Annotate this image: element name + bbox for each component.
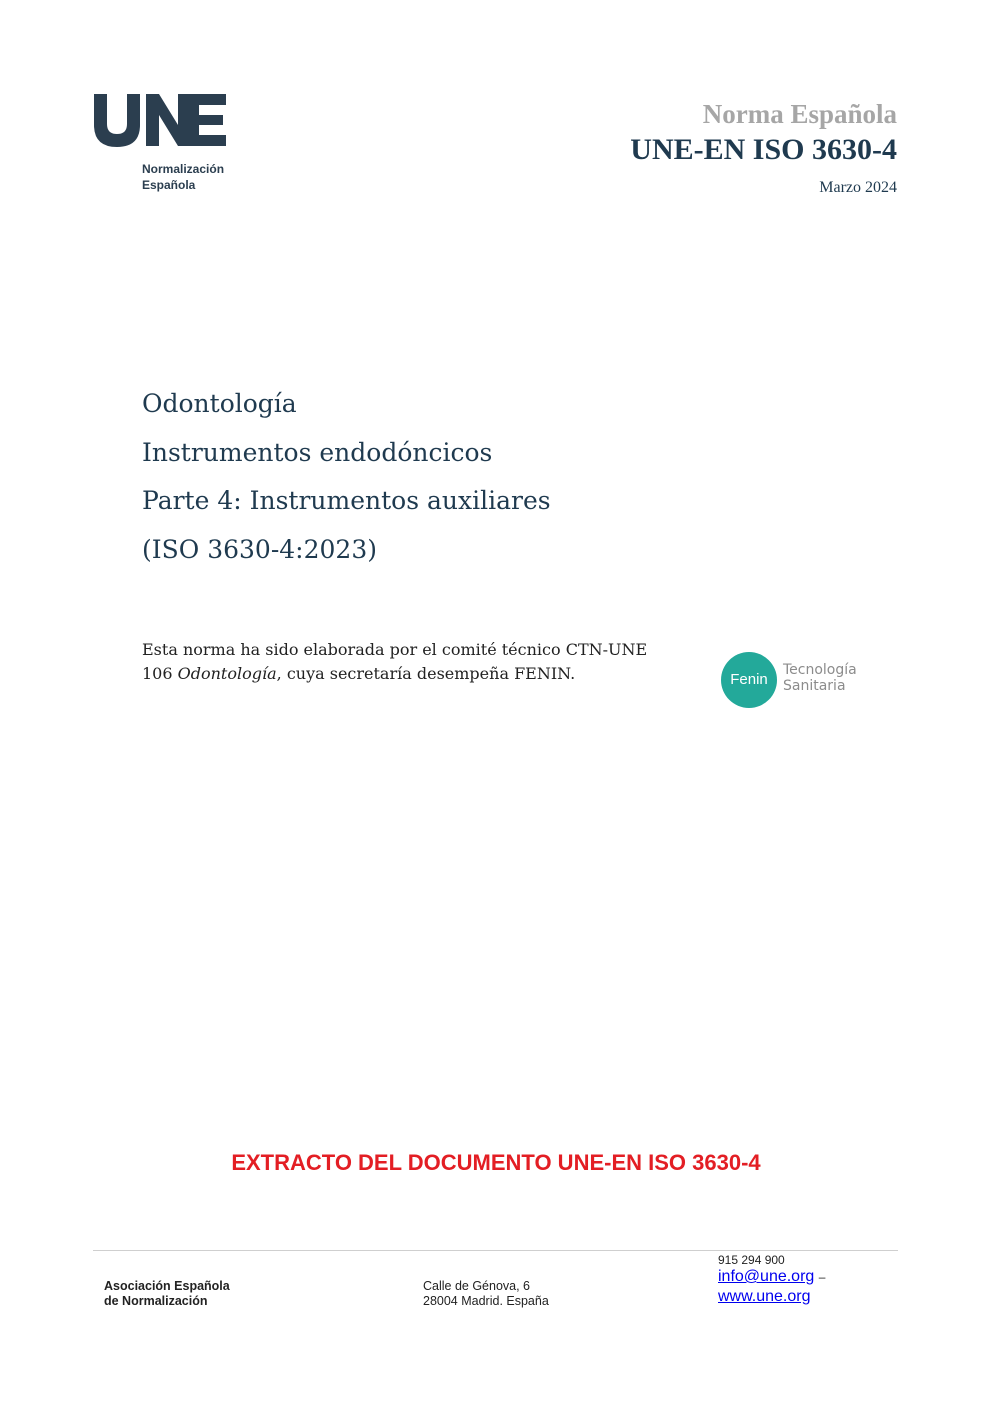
footer-contact — [718, 1253, 825, 1307]
logo-subtitle-line1: Normalización — [142, 162, 225, 176]
email-row — [718, 1267, 825, 1287]
norma-code: UNE-EN ISO 3630-4 — [630, 133, 897, 166]
fenin-circle-icon: Fenin — [721, 652, 777, 708]
fenin-tagline-line1: Tecnología — [783, 662, 857, 678]
footer-organization — [104, 1279, 230, 1309]
committee-statement — [142, 638, 662, 686]
une-logo-subtitle — [142, 161, 224, 193]
publication-date: Marzo 2024 — [819, 179, 897, 196]
committee-text-after: , cuya secretaría desempeña FENIN. — [276, 664, 576, 683]
website-link[interactable]: www.une.org — [718, 1288, 811, 1305]
une-logo-mark — [92, 88, 232, 148]
fenin-tagline — [783, 662, 857, 694]
org-line2: de Normalización — [104, 1294, 208, 1308]
title-line-2: Instrumentos endodóncicos — [142, 437, 493, 467]
fenin-logo — [721, 652, 881, 710]
title-line-1: Odontología — [142, 389, 297, 418]
logo-subtitle-line2: Española — [142, 178, 196, 192]
address-line2: 28004 Madrid. España — [423, 1294, 549, 1308]
standard-header — [630, 97, 897, 197]
website-row — [718, 1287, 825, 1307]
phone-number: 915 294 900 — [718, 1253, 785, 1267]
address-line1: Calle de Génova, 6 — [423, 1279, 531, 1293]
committee-text-before: Esta norma ha sido elaborada por el comité técnico CTN-UNE 106 — [142, 640, 648, 683]
document-title — [142, 384, 551, 578]
committee-name: Odontología — [177, 664, 277, 683]
title-line-3: Parte 4: Instrumentos auxiliares — [142, 486, 551, 515]
une-logo — [92, 88, 232, 198]
extract-notice: EXTRACTO DEL DOCUMENTO UNE-EN ISO 3630-4 — [231, 1150, 761, 1175]
contact-separator: – — [818, 1270, 826, 1284]
fenin-tagline-line2: Sanitaria — [783, 678, 846, 694]
title-line-4: (ISO 3630-4:2023) — [142, 534, 377, 564]
email-link[interactable]: info@une.org — [718, 1268, 815, 1285]
org-line1: Asociación Española — [104, 1279, 230, 1293]
footer-address — [423, 1279, 549, 1309]
norma-label: Norma Española — [702, 99, 897, 129]
footer-divider — [93, 1250, 898, 1251]
